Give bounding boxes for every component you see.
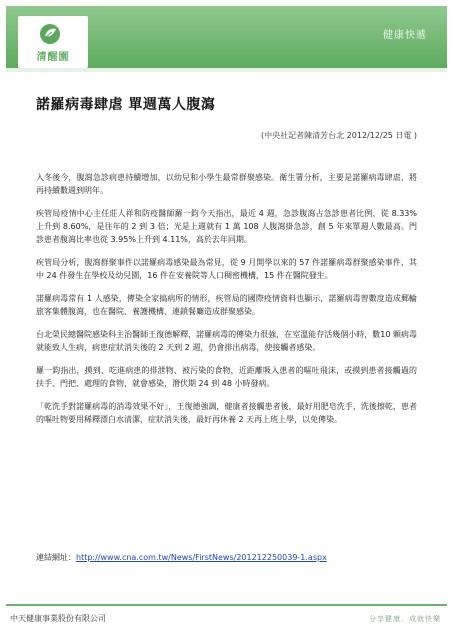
logo	[18, 16, 88, 68]
header-divider	[6, 68, 447, 72]
source-link-row	[36, 552, 327, 563]
paragraph: 疾管局疫情中心主任莊人祥和防疫醫師羅一鈞今天指出，最近 4 週，急診腹瀉占急診患者比例，從 8.33%上升到 8.60%，是往年的 2 到 3 倍；光是上週就有 1 萬 108 人腹瀉掛急診，創 5 年來單週人數最高。門診患者腹瀉比率也從 3.95%上升到 4.11%，高於去年同期。	[36, 209, 417, 244]
paragraph: 「乾洗手對諾羅病毒的消毒效果不好」，王復德強調，健康者接觸患者後，最好用肥皂洗手，洗後擦乾，患者的嘔吐物要用稀釋漂白水清潔，症狀消失後，最好再休養 2 天再上班上學，以免傳染。	[36, 402, 417, 424]
footer-company: 中天健康事業股份有限公司	[10, 614, 106, 623]
article-body	[36, 94, 417, 436]
leaf-logo-icon	[38, 22, 62, 46]
source-link[interactable]: http://www.cna.com.tw/News/FirstNews/201212250039-1.aspx	[76, 553, 327, 562]
paragraph: 羅一鈞指出，摸到、吃進病患的排泄物、被污染的食物，近距離吸入患者的嘔吐飛沫，或摸到患者接觸過的扶手、門把、處理的食物，就會感染，潛伏期 24 到 48 小時發病。	[36, 366, 417, 388]
footer	[6, 604, 447, 632]
header-banner	[6, 6, 447, 72]
article-title: 諾羅病毒肆虐 單週萬人腹瀉	[36, 97, 216, 113]
header-slogan: 健康快遞	[383, 30, 427, 41]
paragraph: 台北榮民總醫院感染科主治醫師王復德解釋，諾羅病毒的傳染力很強，在室溫能存活幾個小時，數10 顆病毒就能致人生病，病患症狀消失後的 2 天到 2 週，仍會排出病毒，使接觸者感染。	[36, 330, 417, 352]
footer-tagline: 分享健康．成就快樂	[369, 615, 441, 623]
paragraph: 入冬後今，腹瀉急診病患持續增加，以幼兒和小學生最常群聚感染。衛生署分析，主要是諾羅病毒肆虐，將再持續數週到明年。	[36, 173, 417, 195]
paragraph: 疾管局分析，腹瀉群聚事件以諾羅病毒感染最為常見，從 9 月開學以來的 57 件諾羅病毒群聚感染事件，其中 24 件發生在學校及幼兒園，16 件在安養院等人口稠密機構，15 件在醫院發生。	[36, 258, 417, 280]
logo-text: 清醒園	[36, 52, 70, 63]
link-label: 連結網址：	[36, 553, 76, 562]
article-byline: (中央社記者陳清芳台北 2012/12/25 日電 )	[261, 131, 417, 140]
paragraph: 諾羅病毒常有 1 人感染，傳染全家搞病所的情形，疾管局的國際疫情資料也顯示，諾羅病毒曾數度造成郵輪旅客集體腹瀉，也在醫院、養護機構、連鎖餐廳造成群聚感染。	[36, 294, 417, 316]
